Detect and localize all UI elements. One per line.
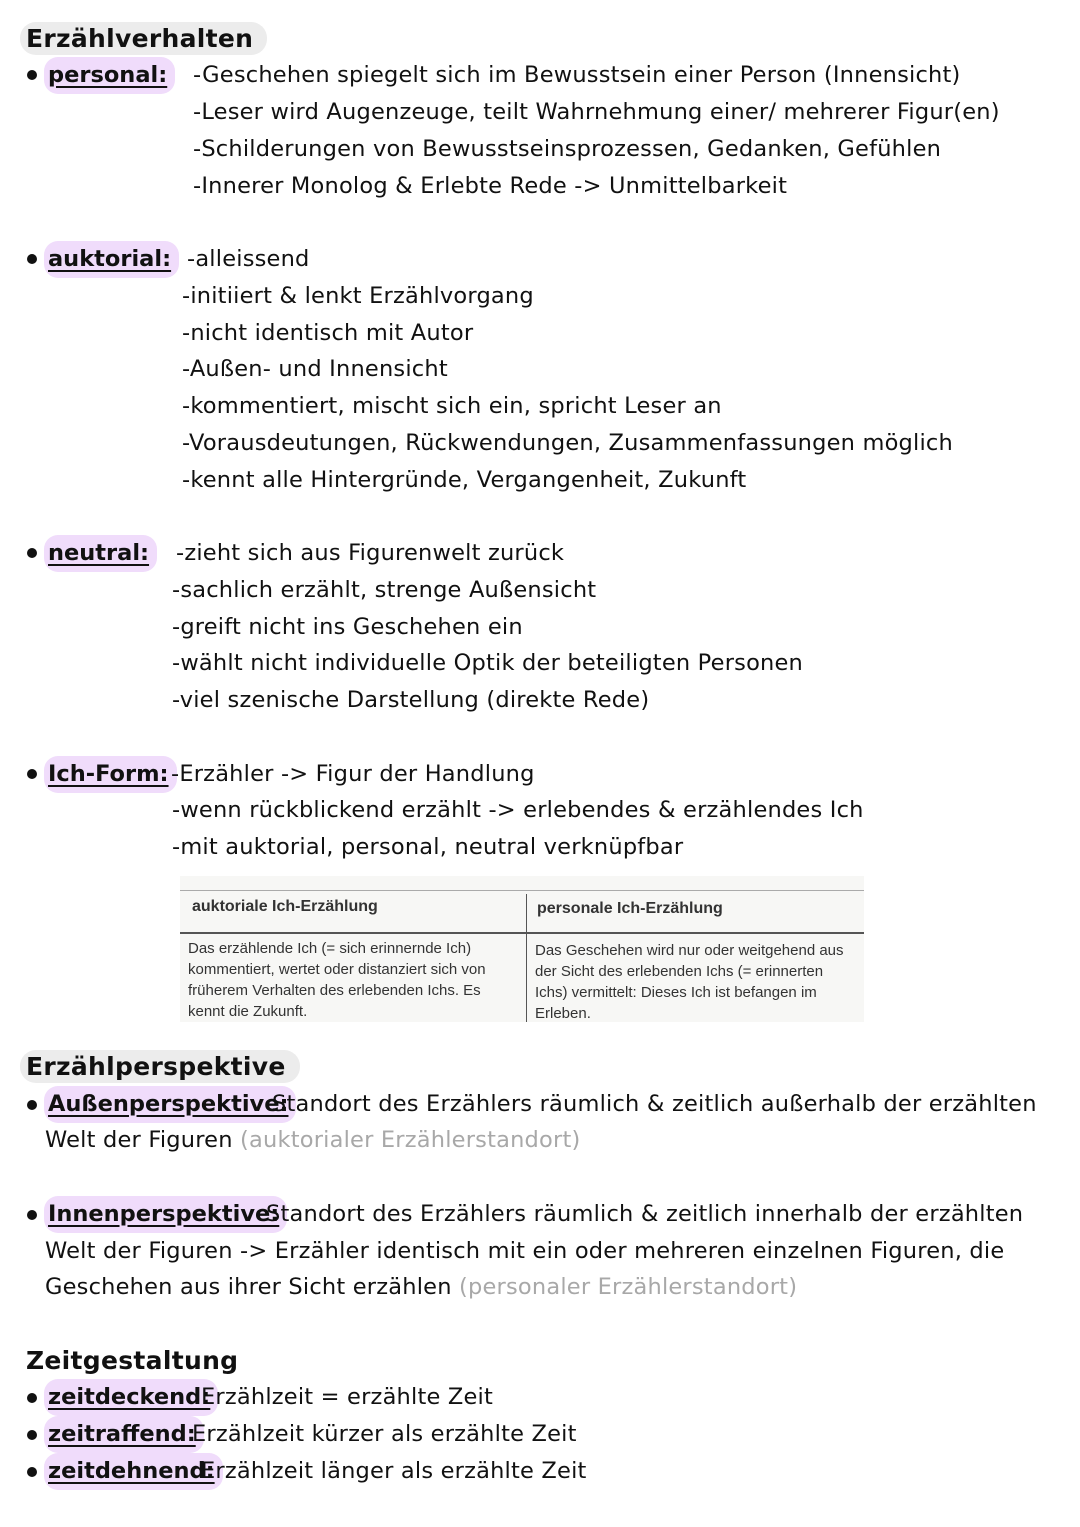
- heading-erzaehlverhalten: Erzählverhalten: [20, 22, 267, 55]
- note-grey: (auktorialer Erzählerstandort): [240, 1127, 581, 1153]
- text-line: -wenn rückblickend erzählt -> erlebendes & erzählendes Ich: [172, 797, 864, 823]
- text-line: Standort des Erzählers räumlich & zeitlich innerhalb der erzählten: [266, 1201, 1024, 1227]
- text-line: -Leser wird Augenzeuge, teilt Wahrnehmung einer/ mehrerer Figur(en): [193, 99, 1000, 125]
- term-ich-form: Ich-Form:: [44, 756, 177, 793]
- text-line: -initiiert & lenkt Erzählvorgang: [182, 283, 534, 309]
- term-neutral: neutral:: [44, 535, 157, 572]
- term-personal: personal:: [44, 57, 175, 94]
- text-line: -Außen- und Innensicht: [182, 356, 448, 382]
- text-line: [45, 1269, 797, 1306]
- note-grey: (personaler Erzählerstandort): [459, 1274, 798, 1300]
- text-line: -viel szenische Darstellung (direkte Rede): [172, 687, 650, 713]
- text-line: Standort des Erzählers räumlich & zeitlich außerhalb der erzählten: [272, 1091, 1037, 1117]
- text-line: -sachlich erzählt, strenge Außensicht: [172, 577, 597, 603]
- text-line: -mit auktorial, personal, neutral verknüpfbar: [172, 834, 684, 860]
- text-line: -Erzähler -> Figur der Handlung: [171, 761, 535, 787]
- term-zeitdehnend: zeitdehnend:: [44, 1453, 223, 1490]
- text-line: -Geschehen spiegelt sich im Bewusstsein einer Person (Innensicht): [193, 62, 961, 88]
- table-cell-line: Erleben.: [535, 1005, 591, 1022]
- bullet-dot: [27, 1430, 37, 1440]
- table-cell-line: früherem Verhalten des erlebenden Ichs. Es: [188, 982, 481, 999]
- bullet-dot: [27, 769, 37, 779]
- text-line: -Vorausdeutungen, Rückwendungen, Zusammenfassungen möglich: [182, 430, 953, 456]
- bullet-dot: [27, 1100, 37, 1110]
- text-line: -Schilderungen von Bewusstseinsprozessen, Gedanken, Gefühlen: [193, 136, 942, 162]
- term-aussenperspektive: Außenperspektive:: [44, 1086, 296, 1123]
- term-innenperspektive: Innenperspektive:: [44, 1196, 287, 1233]
- table-cell-left: [188, 938, 486, 1022]
- text-line: -zieht sich aus Figurenwelt zurück: [176, 540, 565, 566]
- text-segment: Geschehen aus ihrer Sicht erzählen: [45, 1274, 452, 1300]
- bullet-dot: [27, 254, 37, 264]
- table-cell-line: Das erzählende Ich (= sich erinnernde Ich): [188, 940, 472, 957]
- text-segment: Welt der Figuren: [45, 1127, 233, 1153]
- text-line: Welt der Figuren -> Erzähler identisch mit ein oder mehreren einzelnen Figuren, die: [45, 1238, 1005, 1264]
- bullet-dot: [27, 548, 37, 558]
- text-line: Erzählzeit länger als erzählte Zeit: [201, 1458, 587, 1484]
- table-cell-line: Das Geschehen wird nur oder weitgehend aus: [535, 942, 844, 959]
- term-auktorial: auktorial:: [44, 241, 179, 278]
- table-header-personal: personale Ich-Erzählung: [537, 900, 723, 917]
- table-cell-line: Ichs) vermittelt: Dieses Ich ist befangen im: [535, 984, 817, 1001]
- table-cell-line: kennt die Zukunft.: [188, 1003, 308, 1020]
- text-line: -nicht identisch mit Autor: [182, 320, 474, 346]
- text-line: -kennt alle Hintergründe, Vergangenheit, Zukunft: [182, 467, 747, 493]
- text-line: -wählt nicht individuelle Optik der beteiligten Personen: [172, 650, 803, 676]
- table-cell-right: [535, 940, 844, 1024]
- text-line: -Innerer Monolog & Erlebte Rede -> Unmittelbarkeit: [193, 173, 788, 199]
- text-line: [45, 1122, 580, 1159]
- heading-erzaehlperspektive: Erzählperspektive: [20, 1050, 300, 1083]
- table-cell-line: der Sicht des erlebenden Ichs (= erinnerten: [535, 963, 824, 980]
- term-zeitraffend: zeitraffend:: [44, 1416, 204, 1453]
- bullet-dot: [27, 70, 37, 80]
- table-column-divider: [526, 894, 527, 1022]
- heading-zeitgestaltung: Zeitgestaltung: [26, 1346, 239, 1375]
- bullet-dot: [27, 1210, 37, 1220]
- bullet-dot: [27, 1467, 37, 1477]
- text-line: Erzählzeit = erzählte Zeit: [201, 1384, 494, 1410]
- text-line: -kommentiert, mischt sich ein, spricht Leser an: [182, 393, 722, 419]
- text-line: Erzählzeit kürzer als erzählte Zeit: [192, 1421, 577, 1447]
- term-zeitdeckend: zeitdeckend:: [44, 1379, 218, 1416]
- bullet-dot: [27, 1393, 37, 1403]
- table-cell-line: kommentiert, wertet oder distanziert sich von: [188, 961, 486, 978]
- ich-erzaehlung-table: [180, 876, 864, 1022]
- table-header-rule: [180, 932, 864, 934]
- table-header-auktorial: auktoriale Ich-Erzählung: [192, 898, 378, 915]
- text-line: -alleissend: [187, 246, 310, 272]
- table-top-rule: [180, 890, 864, 891]
- text-line: -greift nicht ins Geschehen ein: [172, 614, 523, 640]
